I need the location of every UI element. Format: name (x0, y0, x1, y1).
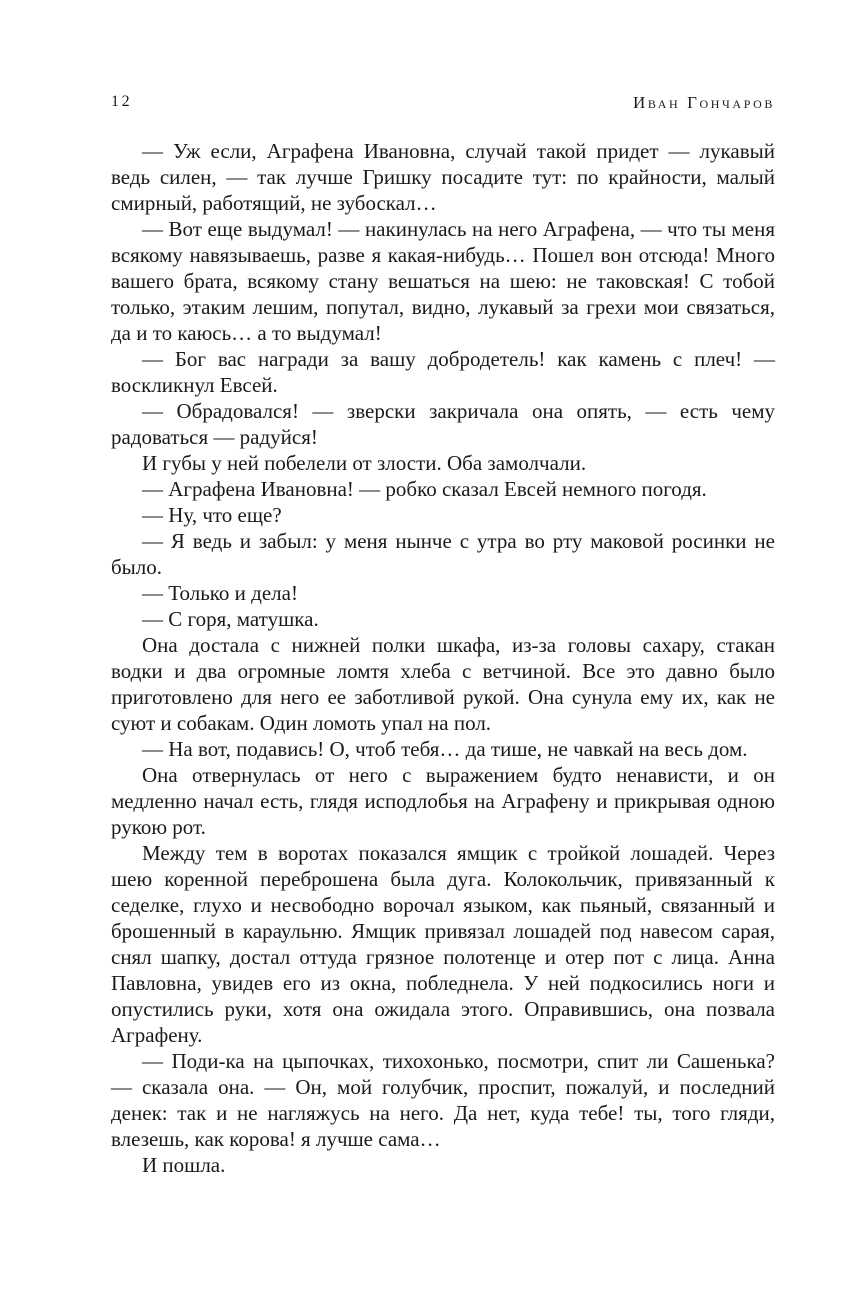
paragraph: — Уж если, Аграфена Ивановна, случай такой придет — лукавый ведь силен, — так лучше Гришку посадите тут: по крайности, малый смирный, работящий, не зубоскал… (111, 139, 775, 215)
paragraph: И губы у ней побелели от злости. Оба замолчали. (142, 451, 587, 475)
paragraph: — Поди-ка на цыпочках, тихохонько, посмотри, спит ли Сашенька? — сказала она. — Он, мой голубчик, проспит, пожалуй, и последний денек: так и не нагляжусь на него. Да нет, куда тебе! ты, того гляди, влезешь, как корова! я лучше сама… (111, 1049, 775, 1151)
paragraph: — Аграфена Ивановна! — робко сказал Евсей немного погодя. (142, 477, 707, 501)
author-header: Иван Гончаров (632, 93, 775, 112)
paragraph: — С горя, матушка. (142, 607, 319, 631)
paragraph: — Бог вас награди за вашу добродетель! как камень с плеч! — воскликнул Евсей. (111, 347, 775, 397)
paragraph: И пошла. (142, 1153, 226, 1177)
paragraph: — На вот, подавись! О, чтоб тебя… да тише, не чавкай на весь дом. (142, 737, 748, 761)
paragraph: — Вот еще выдумал! — накинулась на него Аграфена, — что ты меня всякому навязываешь, разве я какая-нибудь… Пошел вон отсюда! Много вашего брата, всякому стану вешаться на шею: не таковская! С тобой только, этаким лешим, попутал, видно, лукавый за грехи мои связаться, да и то каюсь… а то выдумал! (111, 217, 775, 345)
paragraph: Она отвернулась от него с выражением будто ненависти, и он медленно начал есть, глядя исподлобья на Аграфену и прикрывая одною рукою рот. (111, 763, 775, 839)
paragraph: Она достала с нижней полки шкафа, из-за головы сахару, стакан водки и два огромные ломтя хлеба с ветчиной. Все это давно было приготовлено для него ее заботливой рукой. Она сунула ему их, как не суют и собакам. Один ломоть упал на пол. (111, 633, 775, 735)
paragraph: — Ну, что еще? (142, 503, 282, 527)
paragraph: — Только и дела! (142, 581, 298, 605)
paragraph: — Обрадовался! — зверски закричала она опять, — есть чему радоваться — радуйся! (111, 399, 775, 449)
paragraph: Между тем в воротах показался ямщик с тройкой лошадей. Через шею коренной переброшена была дуга. Колокольчик, привязанный к седелке, глухо и несвободно ворочал языком, как пьяный, связанный и брошенный в караульню. Ямщик привязал лошадей под навесом сарая, снял шапку, достал оттуда грязное полотенце и отер пот с лица. Анна Павловна, увидев его из окна, побледнела. У ней подкосились ноги и опустились руки, хотя она ожидала этого. Оправившись, она позвала Аграфену. (111, 841, 775, 1047)
page-number: 12 (111, 93, 133, 110)
text-block (111, 138, 775, 1178)
running-head (111, 93, 775, 117)
paragraph: — Я ведь и забыл: у меня нынче с утра во рту маковой росинки не было. (111, 529, 775, 579)
